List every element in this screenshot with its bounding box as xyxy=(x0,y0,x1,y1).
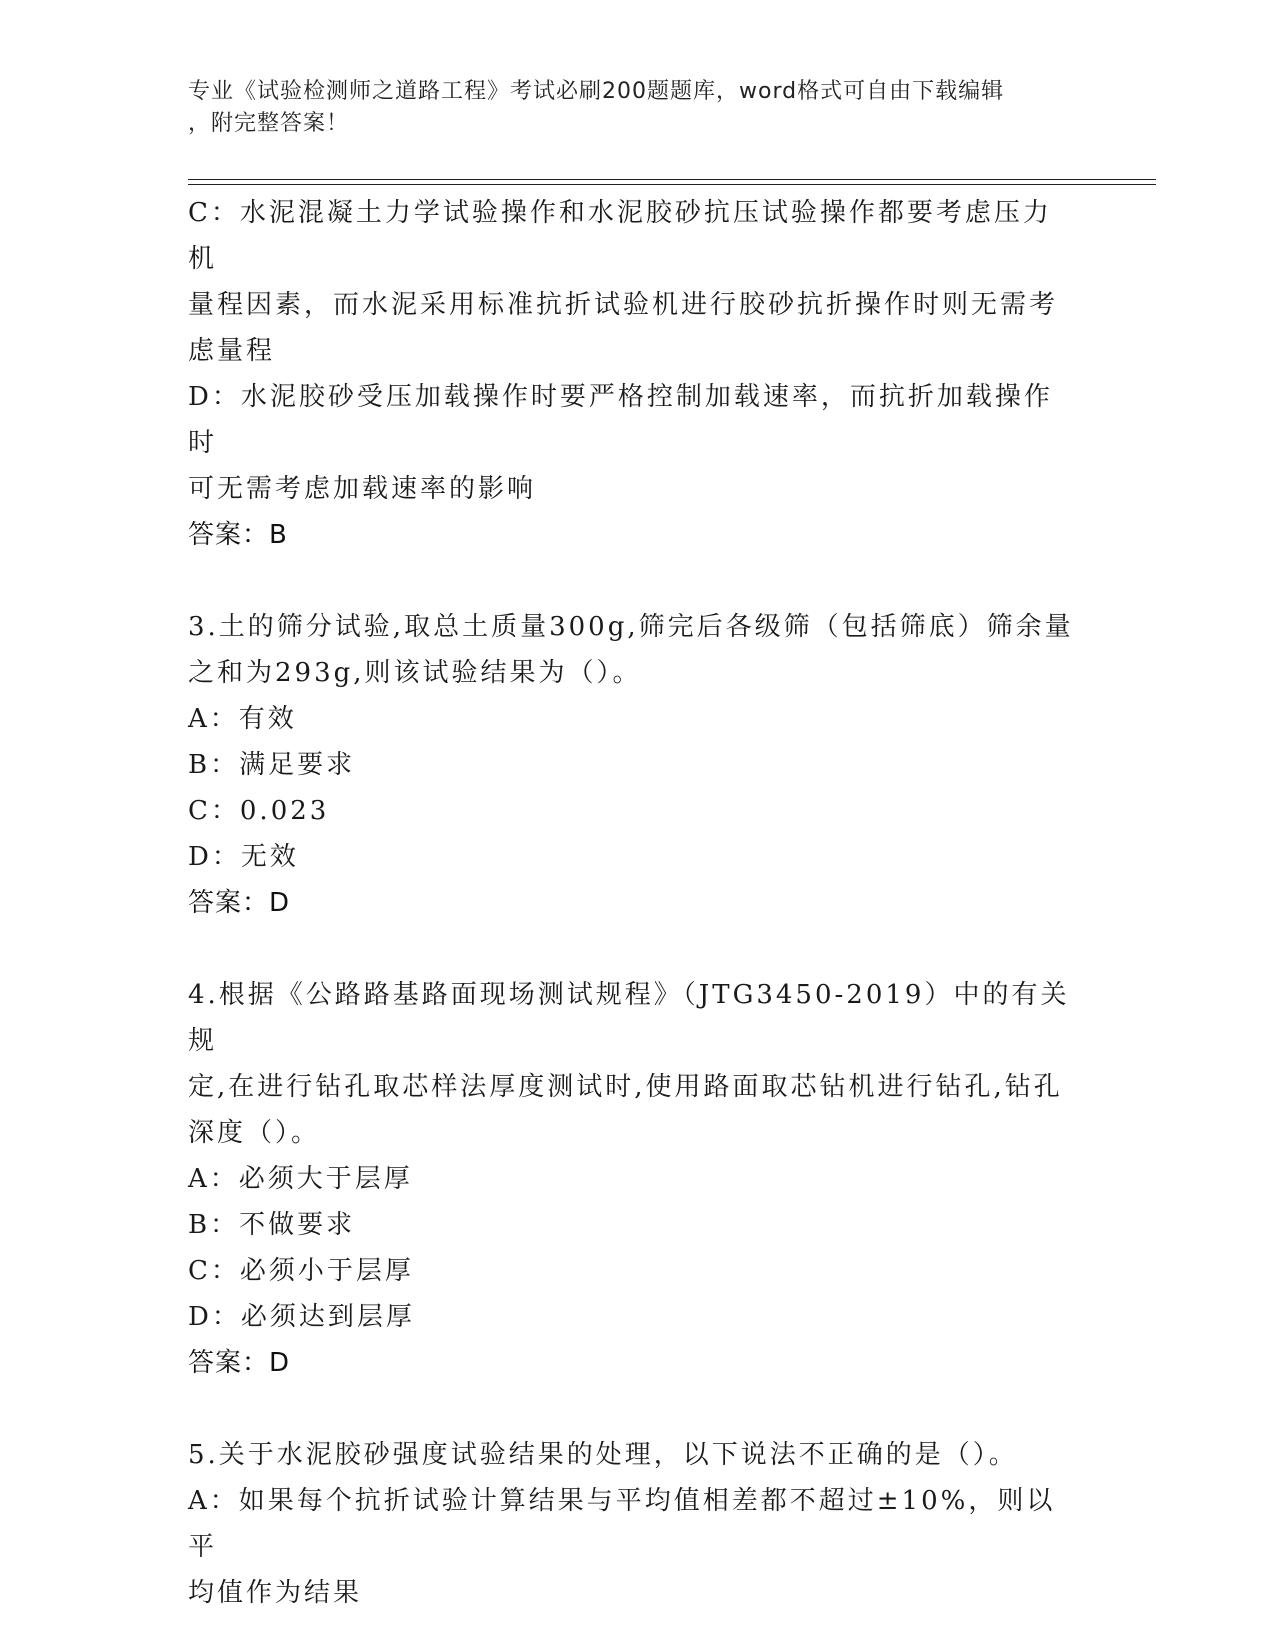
answer-label: 答案：D xyxy=(188,1348,291,1378)
option-a-line-1: A：如果每个抗折试验计算结果与平均值相差都不超过±10%，则以平 xyxy=(188,1486,1056,1562)
option-b: B：不做要求 xyxy=(188,1210,356,1240)
option-c: C：0.023 xyxy=(188,796,330,826)
answer-label: 答案：B xyxy=(188,520,288,550)
question-stem-line-2: 之和为293g,则该试验结果为（）。 xyxy=(188,658,642,688)
header-title-line-1: 专业《试验检测师之道路工程》考试必刷200题题库，word格式可自由下载编辑 xyxy=(188,79,1005,104)
option-b: B：满足要求 xyxy=(188,750,356,780)
header-title-line-2: ，附完整答案！ xyxy=(188,111,350,136)
spacer xyxy=(188,926,1078,972)
header-divider-bottom xyxy=(188,184,1156,185)
spacer xyxy=(188,558,1078,604)
option-a-line-2: 均值作为结果 xyxy=(188,1578,363,1608)
option-d-line-1: D：水泥胶砂受压加载操作时要严格控制加载速率，而抗折加载操作时 xyxy=(188,382,1053,458)
question-stem-line-1: 4.根据《公路路基路面现场测试规程》（JTG3450-2019）中的有关规 xyxy=(188,980,1070,1056)
question-stem-line-3: 深度（）。 xyxy=(188,1118,321,1148)
option-c-line-1: C：水泥混凝土力学试验操作和水泥胶砂抗压试验操作都要考虑压力机 xyxy=(188,198,1052,274)
option-c: C：必须小于层厚 xyxy=(188,1256,414,1286)
spacer xyxy=(188,1386,1078,1432)
question-list xyxy=(188,190,1078,1616)
question-4 xyxy=(188,972,1078,1386)
option-d-line-2: 可无需考虑加载速率的影响 xyxy=(188,474,537,504)
page-header xyxy=(188,76,1068,140)
option-a: A：有效 xyxy=(188,704,297,734)
question-stem-line-1: 3.土的筛分试验,取总土质量300g,筛完后各级筛（包括筛底）筛余量 xyxy=(188,612,1074,642)
option-d: D：必须达到层厚 xyxy=(188,1302,415,1332)
question-stem-line-1: 5.关于水泥胶砂强度试验结果的处理，以下说法不正确的是（）。 xyxy=(188,1440,1018,1470)
question-2-tail xyxy=(188,190,1078,558)
option-c-line-3: 虑量程 xyxy=(188,336,276,366)
question-5 xyxy=(188,1432,1078,1616)
option-c-line-2: 量程因素，而水泥采用标准抗折试验机进行胶砂抗折操作时则无需考 xyxy=(188,290,1059,320)
header-divider-top xyxy=(188,179,1156,180)
question-stem-line-2: 定,在进行钻孔取芯样法厚度测试时,使用路面取芯钻机进行钻孔,钻孔 xyxy=(188,1072,1063,1102)
question-3 xyxy=(188,604,1078,926)
option-d: D：无效 xyxy=(188,842,299,872)
option-a: A：必须大于层厚 xyxy=(188,1164,413,1194)
answer-label: 答案：D xyxy=(188,888,291,918)
